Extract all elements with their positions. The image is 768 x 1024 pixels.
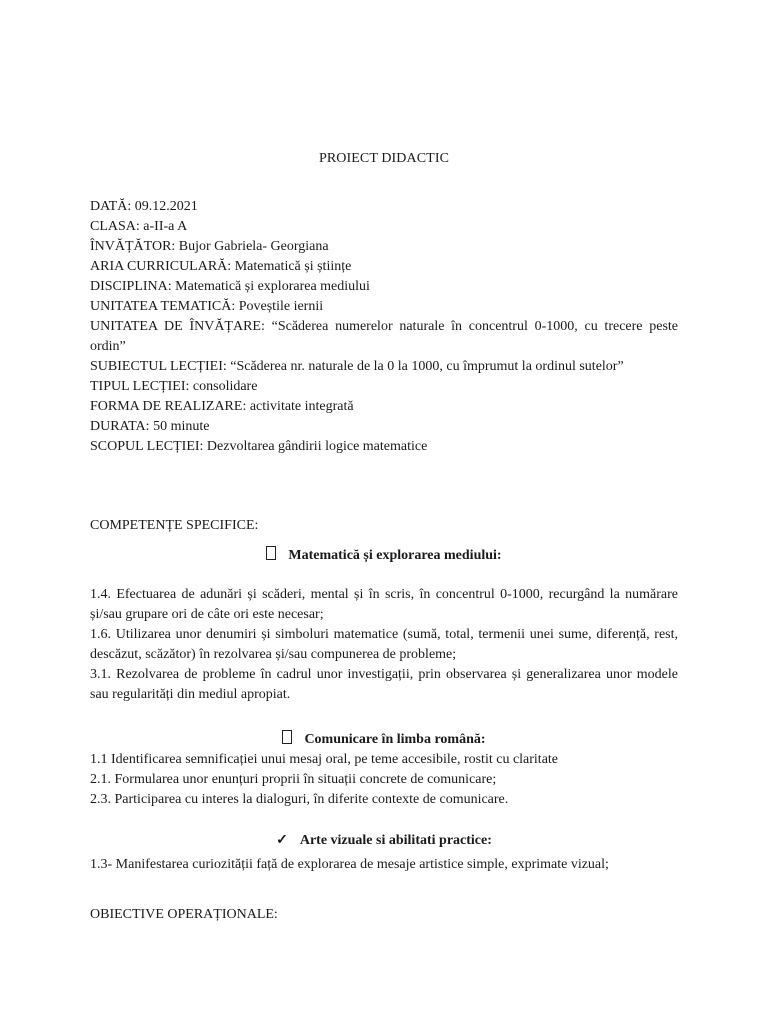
info-form: FORMA DE REALIZARE: activitate integrată (90, 399, 354, 414)
info-duration: DURATA: 50 minute (90, 419, 210, 434)
info-goal: SCOPUL LECȚIEI: Dezvoltarea gândirii logice matematice (90, 439, 428, 454)
competence-item: 2.1. Formularea unor enunțuri proprii în situații concrete de comunicare; (90, 772, 497, 787)
math-section-heading: Matematică și explorarea mediului: (0, 546, 768, 564)
info-curricular-area: ARIA CURRICULARĂ: Matematică și științe (90, 259, 352, 274)
competence-item: 3.1. Rezolvarea de probleme în cadrul unor investigații, prin observarea și generalizarea unor modele sau regularități din mediul apropiat. (90, 667, 678, 702)
page-title: PROIECT DIDACTIC (318, 151, 450, 166)
info-thematic-unit: UNITATEA TEMATICĂ: Poveștile iernii (90, 299, 324, 314)
competence-item: 1.3- Manifestarea curiozității față de explorarea de mesaje artistice simple, exprimate vizual; (90, 857, 609, 872)
info-teacher: ÎNVĂȚĂTOR: Bujor Gabriela- Georgiana (90, 239, 329, 254)
info-discipline: DISCIPLINA: Matematică și explorarea mediului (90, 279, 370, 294)
math-competences (90, 585, 678, 705)
info-learning-unit: UNITATEA DE ÎNVĂȚARE: “Scăderea numerelor naturale în concentrul 0-1000, cu trecere peste ordin” (90, 319, 678, 354)
lesson-info (90, 197, 678, 457)
info-lesson-subject: SUBIECTUL LECȚIEI: “Scăderea nr. naturale de la 0 la 1000, cu împrumut la ordinul sutelor” (90, 359, 624, 374)
competence-item: 1.1 Identificarea semnificației unui mesaj oral, pe teme accesibile, rostit cu claritate (90, 752, 559, 767)
checkmark-icon: ✓ (276, 833, 288, 848)
objectives-heading: OBIECTIVE OPERAȚIONALE: (90, 907, 278, 922)
bullet-square-icon (282, 730, 292, 744)
info-date: DATĂ: 09.12.2021 (90, 199, 198, 214)
arts-section-heading: ✓ Arte vizuale si abilitati practice: (276, 833, 492, 848)
info-class: CLASA: a-II-a A (90, 219, 188, 234)
arts-competences (90, 855, 678, 875)
romanian-section-heading: Comunicare în limba română: (0, 730, 768, 748)
romanian-competences (90, 750, 678, 810)
competence-item: 2.3. Participarea cu interes la dialoguri, în diferite contexte de comunicare. (90, 792, 509, 807)
competence-item: 1.4. Efectuarea de adunări și scăderi, mental și în scris, în concentrul 0-1000, recurgând la numărare și/sau grupare ori de câte ori este necesar; (90, 587, 678, 622)
info-lesson-type: TIPUL LECȚIEI: consolidare (90, 379, 258, 394)
competence-item: 1.6. Utilizarea unor denumiri și simboluri matematice (sumă, total, termenii unei sume, diferență, rest, descăzut, scăzător) în rezolvarea și/sau compunerea de probleme; (90, 627, 678, 662)
competences-heading: COMPETENȚE SPECIFICE: (90, 518, 259, 533)
bullet-square-icon (266, 546, 276, 560)
